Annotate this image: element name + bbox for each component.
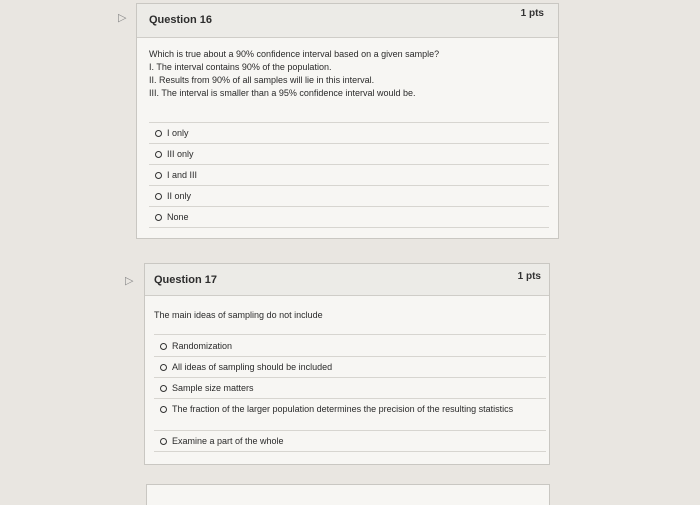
radio-button[interactable] [160,364,167,371]
question-text-line: I. The interval contains 90% of the population. [149,62,332,72]
next-question-card [146,484,550,505]
question-17-card [144,263,550,465]
answer-option[interactable] [154,334,546,356]
radio-button[interactable] [155,151,162,158]
question-text-line: III. The interval is smaller than a 95% confidence interval would be. [149,88,416,98]
answer-label: All ideas of sampling should be included [172,362,333,372]
question-title: Question 16 [149,14,212,26]
answer-label: Sample size matters [172,383,254,393]
answer-option[interactable] [149,122,549,143]
radio-button[interactable] [160,385,167,392]
answer-label: I only [167,128,189,138]
question-points: 1 pts [520,8,544,19]
question-header [137,4,558,38]
answer-option[interactable] [154,430,546,452]
answer-option[interactable] [149,185,549,206]
radio-button[interactable] [160,438,167,445]
radio-button[interactable] [155,130,162,137]
flag-icon[interactable]: ▷ [118,12,127,24]
radio-button[interactable] [155,172,162,179]
question-text-line: Which is true about a 90% confidence interval based on a given sample? [149,49,440,59]
radio-button[interactable] [155,193,162,200]
radio-button[interactable] [155,214,162,221]
answer-option[interactable] [154,398,546,430]
question-text-line: The main ideas of sampling do not include [154,310,323,320]
question-points: 1 pts [517,271,541,282]
answer-label: II only [167,191,192,201]
question-header [145,264,549,296]
question-text [154,309,544,322]
question-title: Question 17 [154,274,217,286]
answer-label: III only [167,149,194,159]
answer-label: I and III [167,170,198,180]
answer-option[interactable] [149,143,549,164]
radio-button[interactable] [160,343,167,350]
answer-label: The fraction of the larger population determines the precision of the resulting statistics [172,404,514,414]
answer-label: Randomization [172,341,233,351]
flag-icon[interactable]: ▷ [125,275,134,287]
answer-option[interactable] [149,164,549,185]
question-16-card [136,3,559,239]
radio-button[interactable] [160,406,167,413]
answer-label: None [167,212,189,222]
question-text-line: II. Results from 90% of all samples will lie in this interval. [149,75,375,85]
answer-list [154,334,546,452]
answer-option[interactable] [154,377,546,398]
answer-option[interactable] [154,356,546,377]
answer-list [149,122,549,228]
answer-label: Examine a part of the whole [172,436,284,446]
question-text [149,48,549,100]
answer-option[interactable] [149,206,549,228]
